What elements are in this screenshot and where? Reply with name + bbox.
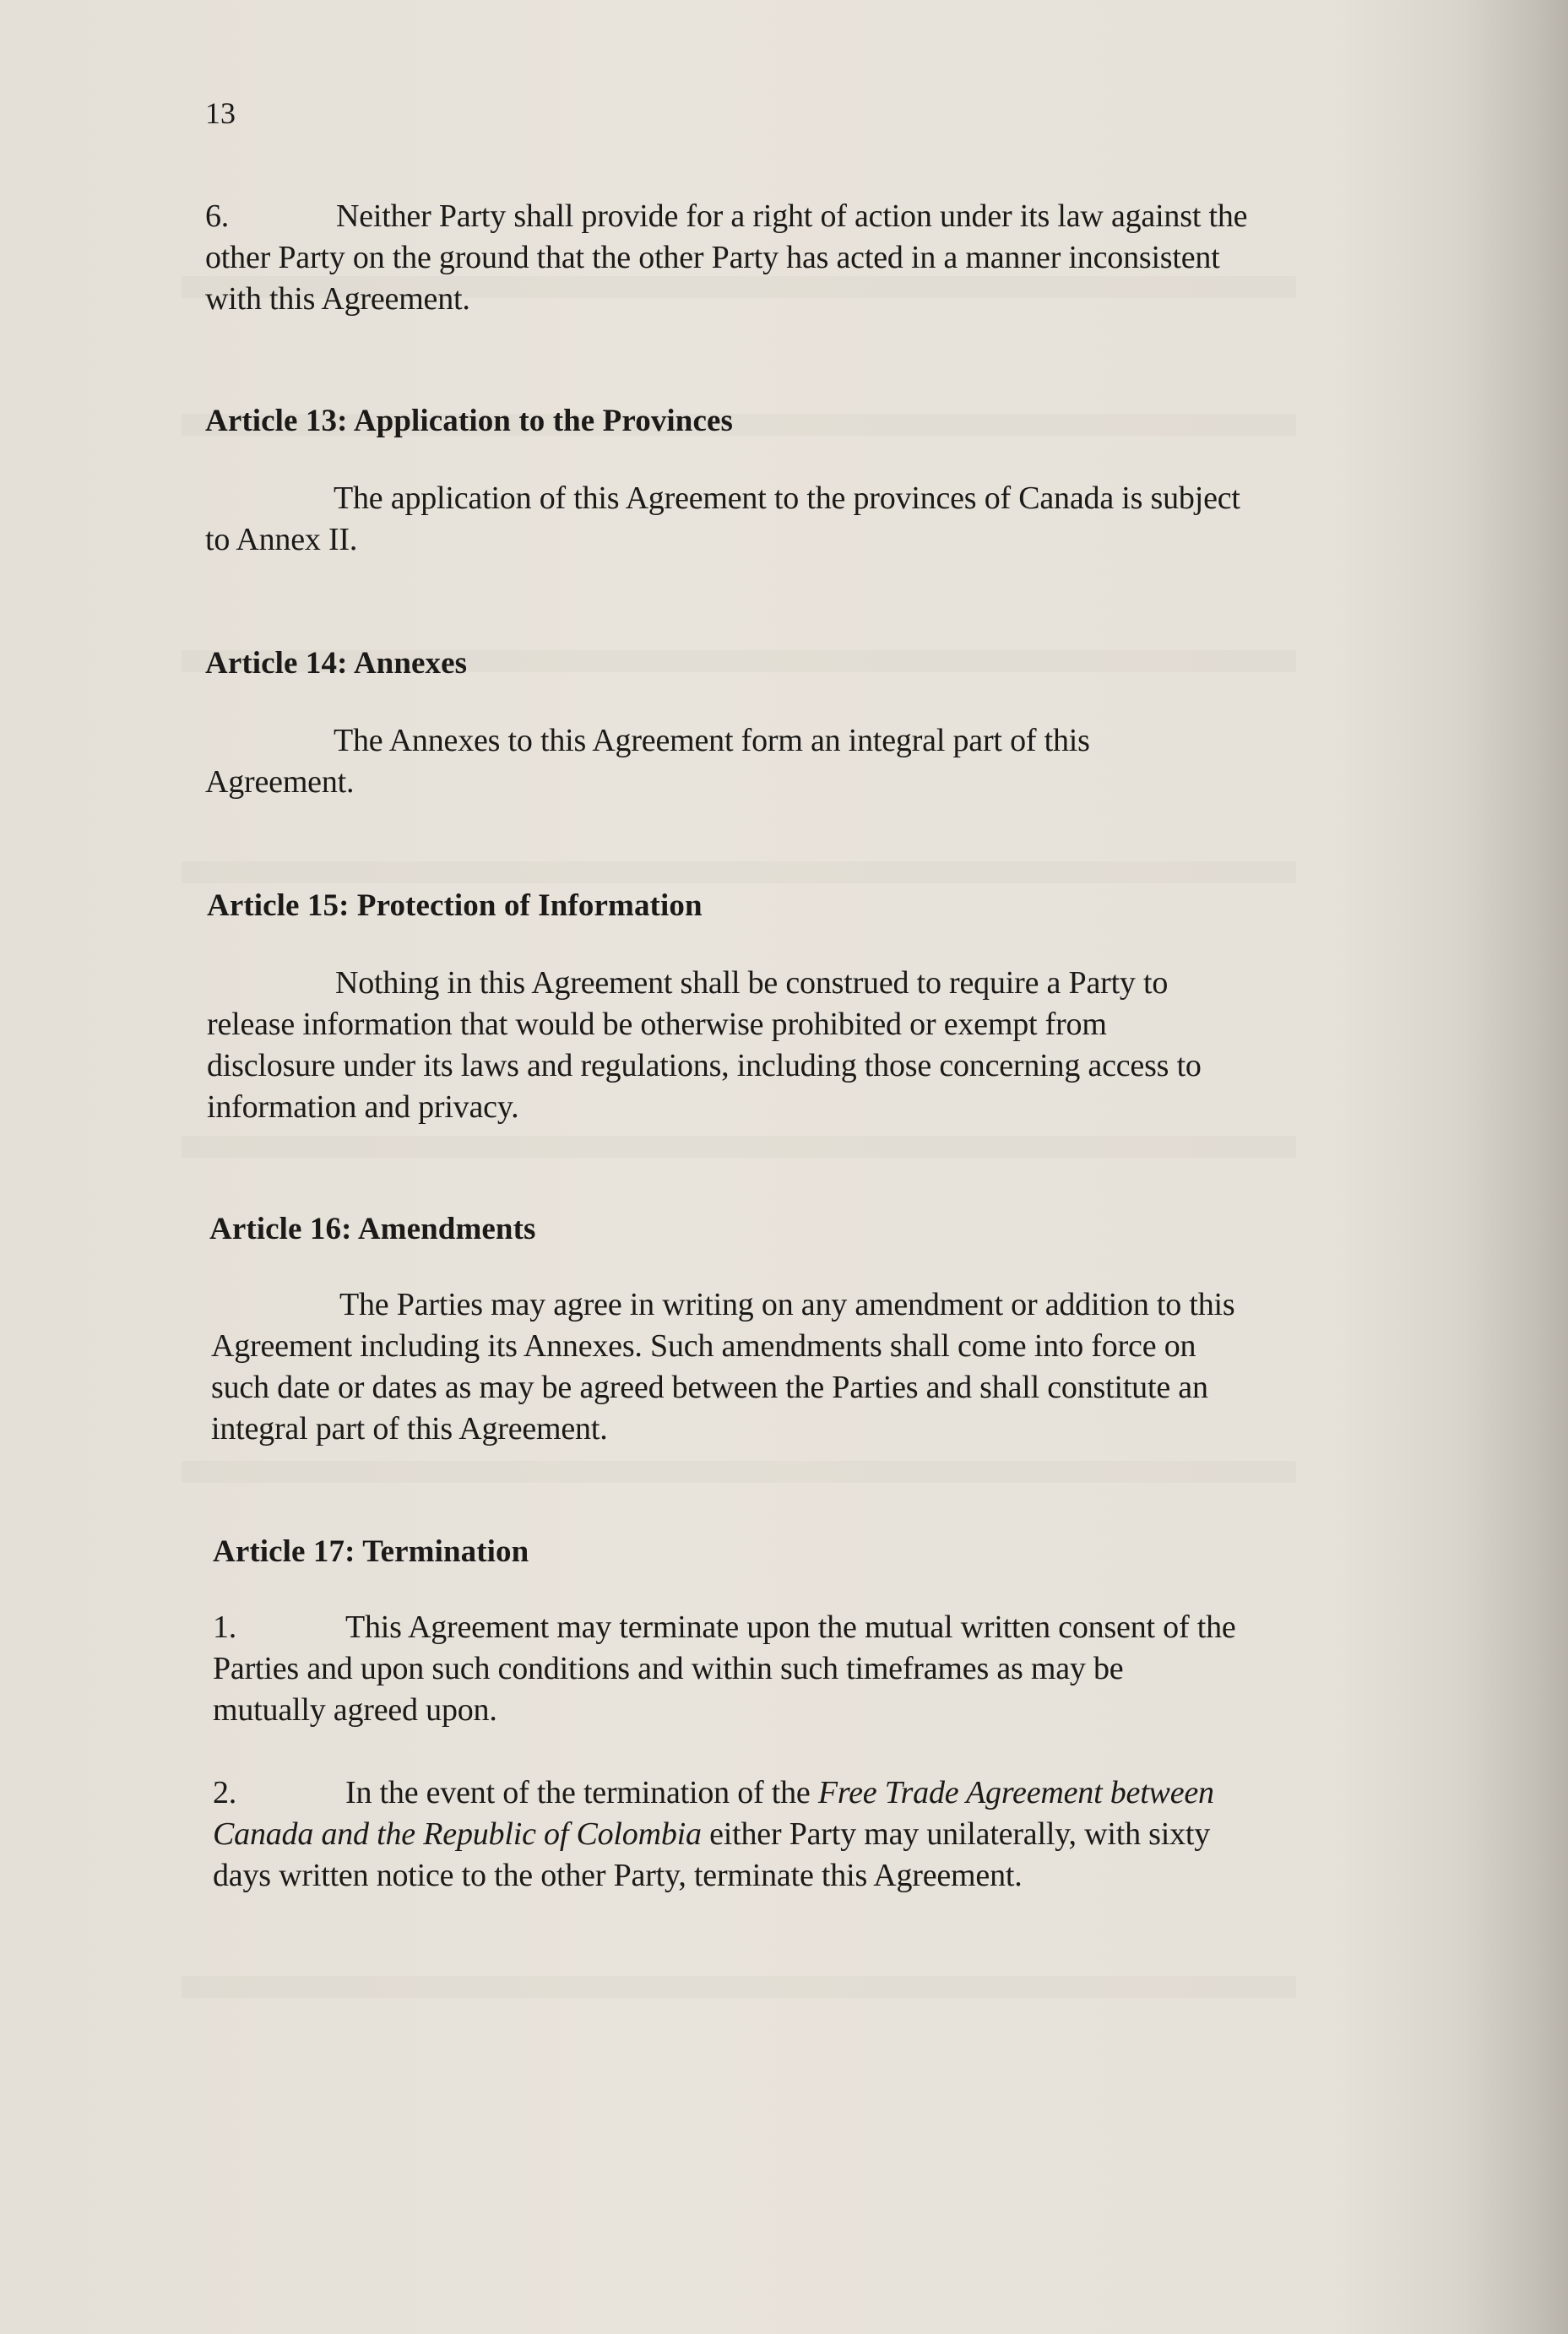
paragraph-text: Agreement including its Annexes. Such amendments shall come into force on — [211, 1328, 1196, 1364]
bleed-through-shadow — [182, 1461, 1296, 1483]
paragraph-text: with this Agreement. — [205, 281, 470, 317]
article-17-paragraph-1 — [213, 1607, 1236, 1731]
agreement-title-italic: Free Trade Agreement between — [817, 1775, 1214, 1810]
article-13-body — [205, 478, 1240, 561]
paragraph-text: The Parties may agree in writing on any amendment or addition to this — [339, 1287, 1235, 1322]
paragraph-text: to Annex II. — [205, 522, 358, 557]
agreement-title-italic: Canada and the Republic of Colombia — [213, 1816, 702, 1852]
paragraph-text: Nothing in this Agreement shall be construed to require a Party to — [335, 965, 1169, 1001]
paragraph-text: Parties and upon such conditions and within such timeframes as may be — [213, 1651, 1124, 1686]
paragraph-text: Neither Party shall provide for a right of action under its law against the — [336, 198, 1248, 234]
paragraph-text: mutually agreed upon. — [213, 1692, 497, 1728]
paragraph-text: The Annexes to this Agreement form an integral part of this — [334, 723, 1090, 758]
paragraph-number: 2. — [213, 1775, 237, 1810]
paragraph-number: 1. — [213, 1609, 237, 1645]
paragraph-text: either Party may unilaterally, with sixty — [701, 1816, 1211, 1852]
paragraph-text: disclosure under its laws and regulations, including those concerning access to — [207, 1048, 1202, 1083]
paragraph-text: information and privacy. — [207, 1089, 519, 1125]
paragraph-number: 6. — [205, 198, 230, 234]
article-17-heading: Article 17: Termination — [213, 1534, 529, 1569]
paragraph-text: The application of this Agreement to the provinces of Canada is subject — [334, 480, 1240, 516]
paragraph-text: In the event of the termination of the — [345, 1775, 818, 1810]
article-14-body — [205, 720, 1090, 803]
page-number: 13 — [205, 96, 236, 130]
article-13-heading: Article 13: Application to the Provinces — [205, 404, 734, 438]
paragraph-text: other Party on the ground that the other Party has acted in a manner inconsistent — [205, 240, 1220, 275]
bleed-through-shadow — [182, 1976, 1296, 1998]
article-16-body — [211, 1284, 1235, 1450]
article-15-body — [207, 963, 1202, 1128]
paragraph-text: integral part of this Agreement. — [211, 1411, 608, 1447]
paragraph-text: release information that would be otherwise prohibited or exempt from — [207, 1007, 1107, 1042]
paragraph-text: This Agreement may terminate upon the mutual written consent of the — [345, 1609, 1236, 1645]
bleed-through-shadow — [182, 861, 1296, 883]
article-17-paragraph-2 — [213, 1772, 1214, 1897]
paragraph-text: Agreement. — [205, 764, 355, 800]
bleed-through-shadow — [182, 1136, 1296, 1158]
article-15-heading: Article 15: Protection of Information — [207, 888, 703, 923]
paragraph-text: days written notice to the other Party, terminate this Agreement. — [213, 1858, 1023, 1893]
article-16-heading: Article 16: Amendments — [209, 1212, 536, 1246]
paragraph-6 — [205, 196, 1247, 320]
paragraph-text: such date or dates as may be agreed between the Parties and shall constitute an — [211, 1370, 1208, 1405]
article-14-heading: Article 14: Annexes — [205, 646, 468, 681]
